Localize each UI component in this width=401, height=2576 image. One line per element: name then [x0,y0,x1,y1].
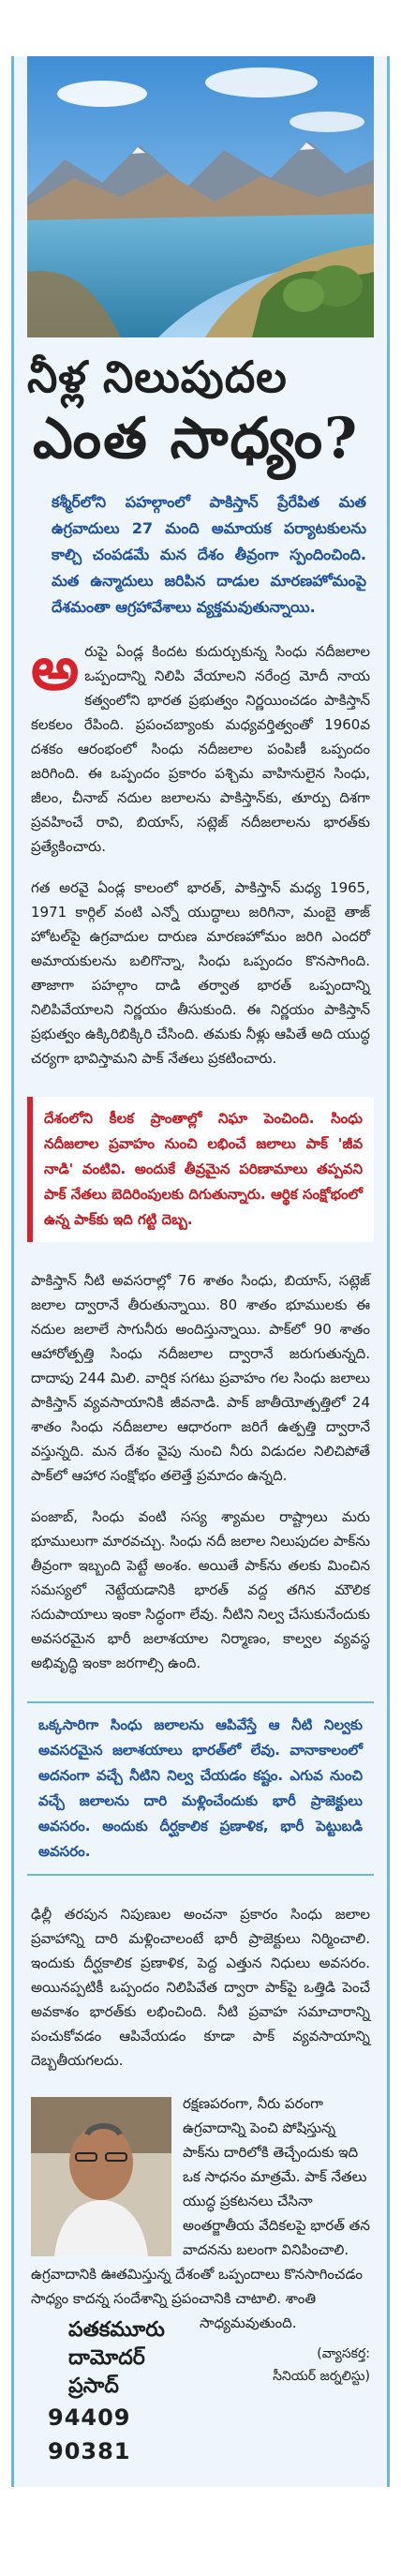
paragraph-text: పాకిస్తాన్ నీటి అవసరాల్లో 76 శాతం సింధు, బియాస్, సట్లెజ్ జలాల ద్వారానే తీరుతున్నాయి. 80 శాతం భూములకు ఈ నదుల జలాలే సాగునీరు అందిస్తున్నాయి. పాక్‌లో 90 శాతం ఆహారోత్పత్తి సింధు నదీజలాల ద్వారానే జరుగుతున్నది. దాదాపు 244 మిలి. వార్షిక సగటు ప్రవాహం గల సింధు జలాలు పాకిస్తాన్ వ్యవసాయానికి జీవనాడి. పాక్ జాతీయోత్పత్తిలో 24 శాతం సింధు నదీజలాల ఆధారంగా జరిగే ఉత్పత్తి ద్వారానే వస్తున్నది. మన దేశం వైపు నుంచి నీరు విడుదల నిలిచిపోతే పాక్‌లో ఆహార సంక్షోభం తలెత్తే ప్రమాదం ఉన్నది. [31,1272,370,1484]
pull-quote: దేశంలోని కీలక ప్రాంతాల్లో నిఘా పెంచింది. సింధు నదీజలాల ప్రవాహం నుంచి లభించే జలాలు పాక్ 'జీవ నాడి' వంటివి. అందుకే తీవ్రమైన పరిణామాలు తప్పవని పాక్ నేతలు బెదిరింపులకు దిగుతున్నారు. ఆర్థిక సంక్షోభంలో ఉన్న పాక్‌కు ఇది గట్టి దెబ్బ. [27,1097,374,1242]
paragraph-text: రక్షణపరంగా, నీరు పరంగా ఉగ్రవాదాన్ని పెంచి పోషిస్తున్న పాక్‌ను దారిలోకి తెచ్చేందుకు ఇది ఒక సాధనం మాత్రమే. పాక్ నేతలు యుద్ధ ప్రకటనలు చేసినా అంతర్జాతీయ వేదికలపై భారత్ తన వాదనను బలంగా వినిపించాలి. ఉగ్రవాదానికి ఊతమిస్తున్న దేశంతో ఒప్పందాలు కొనసాగించడం సాధ్యం కాదన్న సందేశాన్ని ప్రపంచానికి చాటాలి. శాంతి సాధ్యమవుతుంది. [31,2095,370,2331]
river-landscape-photo [27,56,374,337]
headline-line1: నీళ్ల నిలుపుదల [27,352,288,402]
article-body-continued-2 [31,1902,370,2073]
author-name-line2: దామోదర్ ప్రసాద్ [68,2346,145,2398]
highlight-quote: ఒక్కసారిగా సింధు జలాలను ఆపివేస్తే ఆ నీటి నిల్వకు అవసరమైన జలాశయాలు భారత్‌లో లేవు. వానాకాలంలో అదనంగా వచ్చే నీటిని నిల్వ చేయడం కష్టం. ఎగువ నుంచి వచ్చే జలాలను దారి మళ్లించేందుకు భారీ ప్రాజెక్టులు అవసరం. అందుకు దీర్ఘకాలిక ప్రణాళిక, భారీ పెట్టుబడి అవసరం. [27,1701,374,1876]
article-column [11,56,390,2487]
author-phone: 94409 90381 [48,2404,131,2464]
river-landscape-image [27,56,374,337]
article-footer [31,2091,370,2468]
body-paragraph [31,1902,370,2073]
paragraph-text: ఢిల్లీ తరపున నిపుణుల అంచనా ప్రకారం సింధు జలాల ప్రవాహాన్ని దారి మళ్లించాలంటే భారీ ప్రాజెక్టులు నిర్మించాలి. ఇందుకు దీర్ఘకాలిక ప్రణాళిక, పెద్ద ఎత్తున నిధులు అవసరం. అయినప్పటికీ ఒప్పందం నిలిపివేత ద్వారా పాక్‌పై ఒత్తిడి పెంచే అవకాశం భారత్‌కు లభించింది. నీటి ప్రవాహ సమాచారాన్ని పంచుకోవడం ఆపివేయడం కూడా పాక్ వ్యవసాయాన్ని దెబ్బతీయగలదు. [31,1906,370,2069]
author-photo [31,2097,171,2256]
author-portrait [31,2097,171,2256]
body-paragraph [31,876,370,1071]
headline-line2: ఎంత సాధ్యం? [33,406,360,472]
summary-intro: కశ్మీర్‌లోని పహల్గాంలో పాకిస్తాన్ ప్రేరేపిత మత ఉగ్రవాదులు 27 మంది అమాయక పర్యాటకులను కాల్చి చంపడమే మన దేశం తీవ్రంగా స్పందించింది. మత ఉన్మాదులు జరిపిన దాడుల మారణహోమంపై దేశమంతా ఆగ్రహావేశాలు వ్యక్తమవుతున్నాయి. [52,493,366,616]
paragraph-text: రుపై ఏండ్ల కిందట కుదుర్చుకున్న సింధు నదీజలాల ఒప్పందాన్ని నిలిపి వేయాలని నరేంద్ర మోదీ నాయ కత్వంలోని భారత ప్రభుత్వం నిర్ణయించడం పాకిస్తాన్ కలకలం రేపింది. ప్రపంచబ్యాంకు మధ్యవర్తిత్వంతో 1960వ దశకం ఆరంభంలో సింధు నదీజలాల పంపిణీ ఒప్పందం జరిగింది. ఈ ఒప్పందం ప్రకారం పశ్చిమ వాహినులైన సింధు, జీలం, చీనాబ్ నదుల జలాలను పాకిస్తాన్‌కు, తూర్పు దిశగా ప్రవహించే రావి, బియాస్, సట్లెజ్ నదీజలాలను భారత్‌కు ప్రత్యేకించారు. [31,643,370,855]
body-paragraph [31,1268,370,1488]
designation-line1: (వ్యాసకర్త: [317,2346,370,2361]
designation-line2: సీనియర్ జర్నలిస్టు) [273,2369,370,2384]
author-designation [201,2343,370,2388]
author-card [31,2316,200,2468]
author-name-line1: పతకమూరు [68,2318,165,2342]
body-paragraph [31,634,370,859]
article-body [31,634,370,1071]
paragraph-text: గత అరవై ఏండ్ల కాలంలో భారత్, పాకిస్తాన్ మధ్య 1965, 1971 కార్గిల్ వంటి ఎన్నో యుద్ధాలు జరిగినా, మంబై తాజ్ హోటల్‌పై ఉగ్రవాదుల దారుణ మారణహోమం జరిగి ఎందరో అమాయకులను బలిగొన్నా, సింధు ఒప్పందం కొనసాగింది. తాజాగా పహల్గాం దాడి తర్వాత భారత్ ఒప్పందాన్ని నిలిపివేయాలని నిర్ణయం తీసుకుంది. ఈ నిర్ణయం పాకిస్తాన్ ప్రభుత్వం ఉక్కిరిబిక్కిరి చేసింది. తమకు నీళ్లు ఆపితే అది యుద్ధ చర్యగా భావిస్తామని పాక్ నేతలు ప్రకటించారు. [31,879,370,1067]
headline [27,349,374,472]
dropcap: అ [31,634,80,704]
article-body-continued [31,1268,370,1675]
paragraph-text: పంజాబ్, సింధు వంటి సస్య శ్యామల రాష్ట్రాలు మరు భూములుగా మారవచ్చు. సింధు నదీ జలాల నిలుపుదల పాక్‌ను తీవ్రంగా ఇబ్బంది పెట్టే అంశం. అయితే పాక్‌ను తలకు మించిన సమస్యలో నెట్టేయడానికి భారత్ వద్ద తగిన మౌలిక సదుపాయాలు ఇంకా సిద్ధంగా లేవు. నీటిని నిల్వ చేసుకునేందుకు అవసరమైన భారీ జలాశయాల నిర్మాణం, కాల్వల వ్యవస్థ అభివృద్ధి ఇంకా జరగాల్సి ఉంది. [31,1508,370,1671]
body-paragraph [31,1505,370,1675]
